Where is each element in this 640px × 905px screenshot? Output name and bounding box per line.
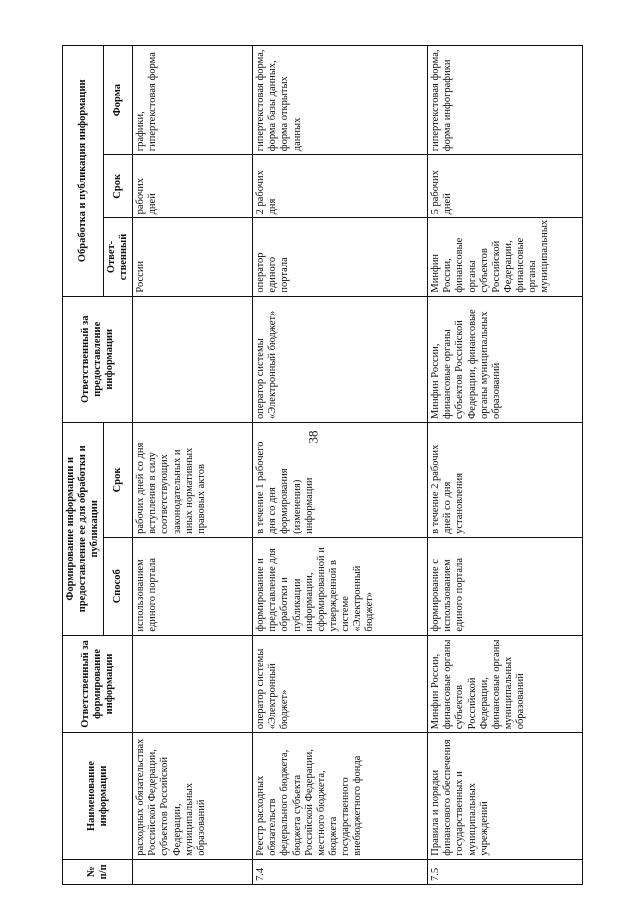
cell-num — [133, 859, 253, 884]
header-group-form: Формирование информации и предоставление ее для обработки и публикации — [63, 422, 104, 635]
cell-method: формирование с использованием единого портала — [428, 537, 583, 635]
header-method: Способ — [104, 537, 133, 635]
cell-method: формирование и представление для обработки и публикации информации, сформированной и утвержденной в системе «Электронный бюджет» — [253, 537, 428, 635]
cell-resp-provide — [133, 296, 253, 422]
cell-term-process: 5 рабочих дней — [428, 155, 583, 218]
header-num: № п/п — [63, 859, 133, 884]
table-row — [133, 46, 253, 885]
cell-term: в течение 2 рабочих дней со дня установления — [428, 422, 583, 537]
cell-term-process: рабочих дней — [133, 155, 253, 218]
cell-resp-process: оператор единого портала — [253, 218, 428, 296]
cell-resp-process: Минфин России, финансовые органы субъектов Российской Федерации, финансовые органы муниципальных — [428, 218, 583, 296]
header-resp-provide: Ответственный за предоставление информации — [63, 296, 133, 422]
cell-method: использованием единого портала — [133, 537, 253, 635]
cell-resp-form: оператор системы «Электронный бюджет» — [253, 635, 428, 733]
cell-form: гипертекстовая форма, форма инфографики — [428, 46, 583, 155]
cell-term: в течение 1 рабочего дня со дня формирования (изменения) информации — [253, 422, 428, 537]
cell-name: Правила и порядки финансового обеспечения государственных и муниципальных учреждений — [428, 733, 583, 859]
information-table — [62, 45, 583, 885]
cell-resp-provide: оператор системы «Электронный бюджет» — [253, 296, 428, 422]
rotated-table-container — [62, 45, 632, 885]
header-resp-process: Ответ-ственный — [104, 218, 133, 296]
header-resp-form: Ответственный за формирование информации — [63, 635, 133, 733]
header-term-process: Срок — [104, 155, 133, 218]
cell-name: расходных обязательствах Российской Федерации, субъектов Российской Федерации, муниципальных образований — [133, 733, 253, 859]
cell-term: рабочих дней со дня вступления в силу соответствующих законодательных и иных нормативных правовых актов — [133, 422, 253, 537]
cell-resp-form — [133, 635, 253, 733]
header-group-process: Обработка и публикация информации — [63, 46, 104, 297]
cell-resp-process: России — [133, 218, 253, 296]
cell-form: гипертекстовая форма, форма базы данных, форма открытых данных — [253, 46, 428, 155]
cell-resp-provide: Минфин России, финансовые органы субъектов Российской Федерации, финансовые органы муниципальных образований — [428, 296, 583, 422]
header-form: Форма — [104, 46, 133, 155]
header-term: Срок — [104, 422, 133, 537]
table-wrapper — [62, 45, 640, 881]
cell-form: графики, гипертекстовая форма — [133, 46, 253, 155]
cell-resp-form: Минфин России, финансовые органы субъектов Российской Федерации, финансовые органы муниципальных образований — [428, 635, 583, 733]
header-name: Наименование информации — [63, 733, 133, 859]
cell-num: 7.5 — [428, 859, 583, 884]
table-row — [428, 46, 583, 885]
cell-name: Реестр расходных обязательств федерального бюджета, бюджета субъекта Российской Федерации, местного бюджета, бюджета государственного внебюджетного фонда — [253, 733, 428, 859]
table-row — [253, 46, 428, 885]
cell-term-process: 2 рабочих дня — [253, 155, 428, 218]
cell-num: 7.4 — [253, 859, 428, 884]
page-number: 38 — [305, 430, 321, 444]
